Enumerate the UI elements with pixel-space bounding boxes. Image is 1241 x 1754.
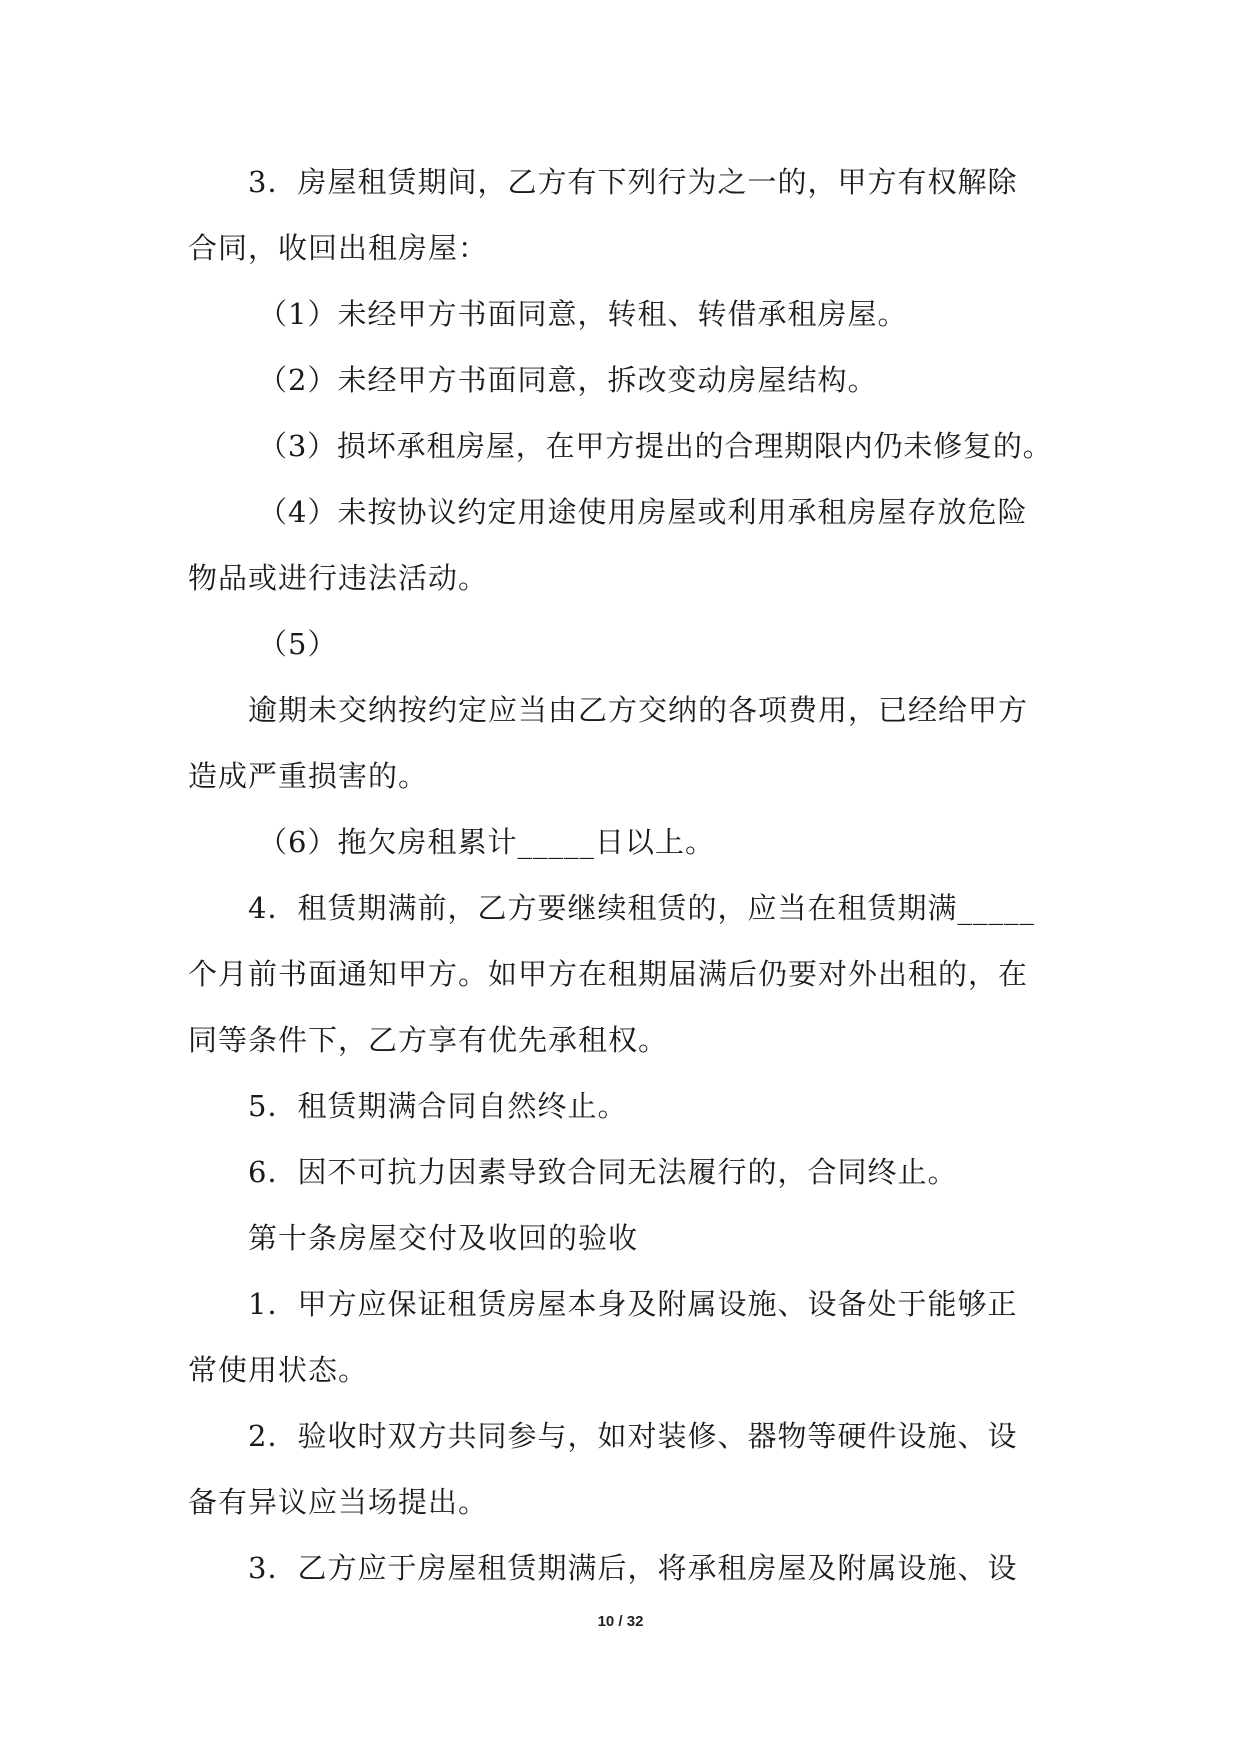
text-line: （4）未按协议约定用途使用房屋或利用承租房屋存放危险: [258, 495, 1028, 529]
text-line: 合同，收回出租房屋：: [188, 231, 489, 265]
section-heading: 第十条房屋交付及收回的验收: [248, 1221, 639, 1255]
text-line: 6．因不可抗力因素导致合同无法履行的，合同终止。: [248, 1155, 958, 1189]
text-line: （5）: [258, 627, 338, 661]
text-line: （3）损坏承租房屋，在甲方提出的合理期限内仍未修复的。: [258, 429, 1053, 463]
text-line: 造成严重损害的。: [188, 759, 429, 793]
text-line: 常使用状态。: [188, 1353, 369, 1387]
text-line: 个月前书面通知甲方。如甲方在租期届满后仍要对外出租的，在: [188, 957, 1029, 991]
text-line: 2．验收时双方共同参与，如对装修、器物等硬件设施、设: [248, 1419, 1018, 1453]
text-line: 3．乙方应于房屋租赁期满后，将承租房屋及附属设施、设: [248, 1551, 1018, 1585]
text-line: 物品或进行违法活动。: [188, 561, 489, 595]
text-line: 同等条件下，乙方享有优先承租权。: [188, 1023, 669, 1057]
page-number: 10 / 32: [597, 1613, 644, 1630]
text-line: 1．甲方应保证租赁房屋本身及附属设施、设备处于能够正: [248, 1287, 1018, 1321]
text-line: 5．租赁期满合同自然终止。: [248, 1089, 628, 1123]
text-line: 逾期未交纳按约定应当由乙方交纳的各项费用，已经给甲方: [248, 693, 1029, 727]
text-line: 3．房屋租赁期间，乙方有下列行为之一的，甲方有权解除: [248, 165, 1018, 199]
text-line: （6）拖欠房租累计_____日以上。: [258, 825, 715, 859]
text-line: （2）未经甲方书面同意，拆改变动房屋结构。: [258, 363, 878, 397]
text-line: （1）未经甲方书面同意，转租、转借承租房屋。: [258, 297, 908, 331]
text-line: 备有异议应当场提出。: [188, 1485, 489, 1519]
text-line: 4．租赁期满前，乙方要继续租赁的，应当在租赁期满_____: [248, 891, 1035, 925]
